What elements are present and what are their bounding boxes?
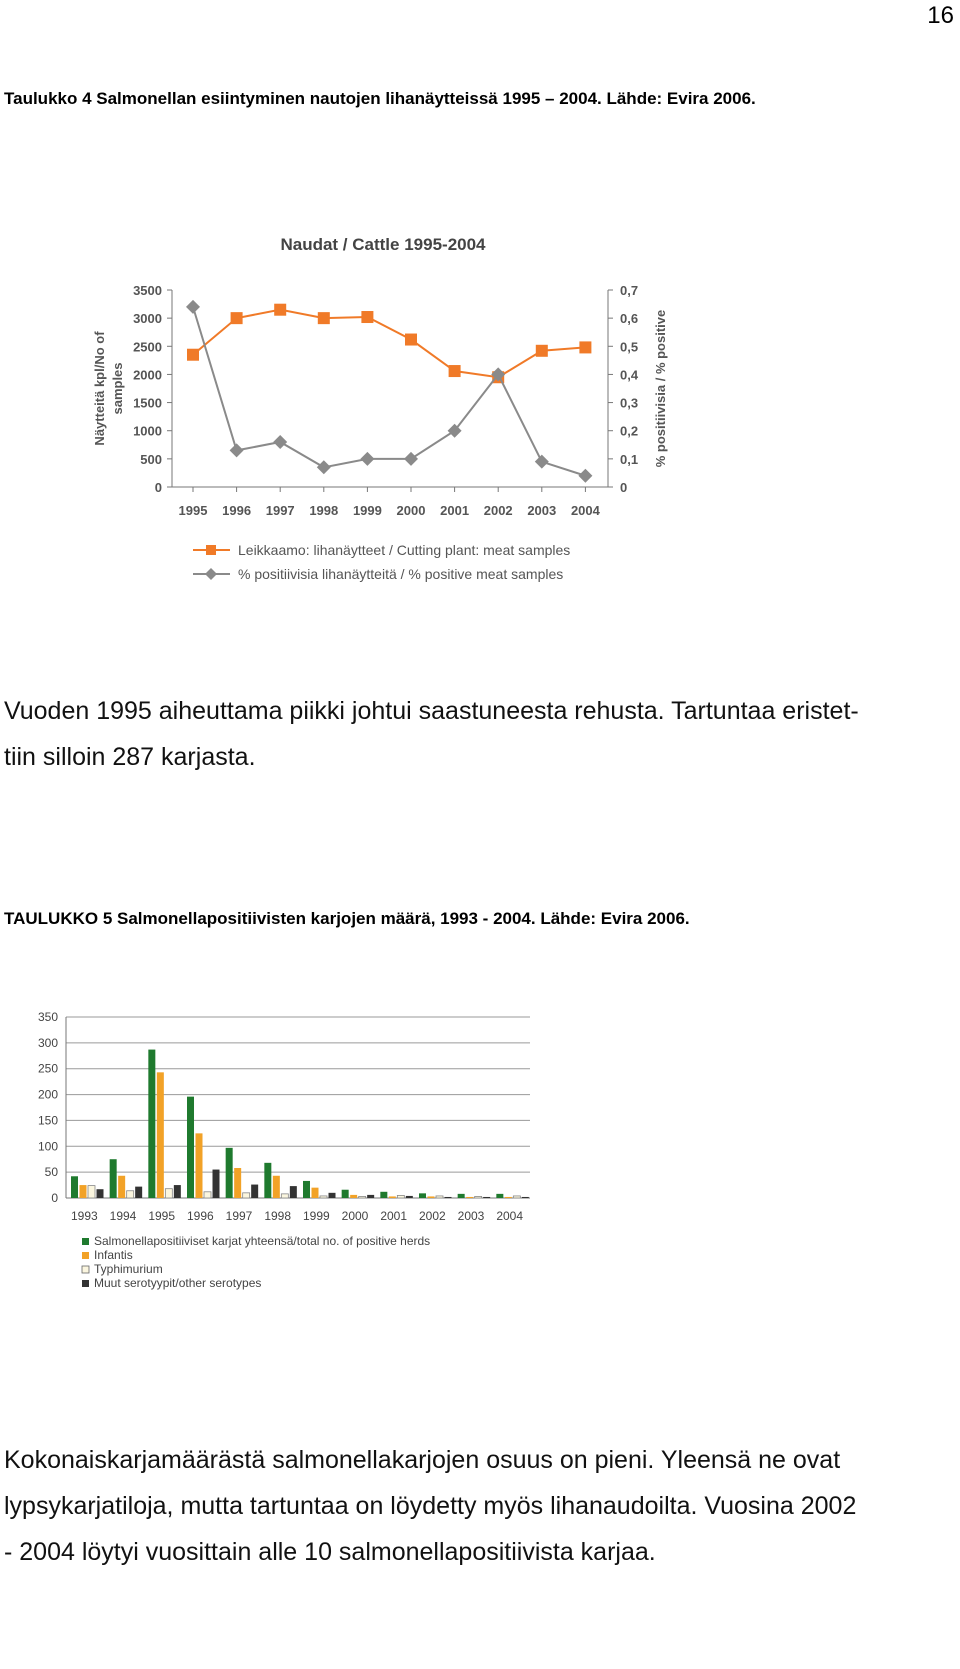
bar-2002-series-1	[419, 1193, 426, 1198]
cutting-plant-point	[318, 312, 330, 324]
positive-percent-point	[317, 460, 331, 474]
positive-percent-point	[186, 300, 200, 314]
left-tick-label: 500	[140, 451, 162, 467]
cutting-plant-point	[405, 334, 417, 346]
bar-2003-series-1	[458, 1194, 465, 1198]
legend-swatch-2	[82, 1252, 89, 1259]
right-tick-label: 0,3	[620, 395, 639, 411]
right-tick-label: 0,5	[620, 339, 639, 355]
right-tick-label: 0,4	[620, 367, 639, 383]
cutting-plant-point	[536, 345, 548, 357]
left-axis-title	[92, 331, 125, 446]
y-tick-label: 150	[37, 1113, 58, 1128]
y-tick-label: 300	[37, 1035, 58, 1050]
cutting-plant-point	[187, 349, 199, 361]
legend-label-3: Typhimurium	[94, 1262, 163, 1276]
paragraph-1	[4, 688, 944, 780]
bar-1998-series-3	[281, 1194, 288, 1198]
paragraph-2-line-3: - 2004 löytyi vuosittain alle 10 salmonellapositiivista karjaa.	[4, 1538, 656, 1566]
legend-label-2: % positiivisia lihanäytteitä / % positive meat samples	[238, 566, 564, 582]
positive-percent-point	[404, 452, 418, 466]
x-tick-label: 2000	[341, 1209, 369, 1223]
bar-1993-series-1	[71, 1176, 78, 1198]
bar-1998-series-1	[264, 1163, 271, 1198]
paragraph-2-line-1: Kokonaiskarjamäärästä salmonellakarjojen osuus on pieni. Yleensä ne ovat	[4, 1446, 841, 1474]
x-tick-label: 1995	[178, 503, 208, 518]
bar-1996-series-3	[204, 1192, 211, 1198]
series-line-2	[193, 307, 585, 476]
page-number: 16	[927, 2, 954, 29]
herds-bar-chart	[0, 1000, 960, 1340]
y-tick-label: 250	[37, 1061, 58, 1076]
cutting-plant-point	[449, 365, 461, 377]
bar-1999-series-1	[303, 1181, 310, 1198]
bar-2004-series-1	[496, 1194, 503, 1198]
left-tick-label: 1000	[133, 423, 162, 439]
paragraph-2-line-2: lypsykarjatiloja, mutta tartuntaa on löydetty myös lihanaudoilta. Vuosina 2002	[4, 1492, 857, 1520]
cutting-plant-point	[361, 311, 373, 323]
positive-percent-point	[578, 469, 592, 483]
bar-1994-series-1	[110, 1159, 117, 1198]
bar-1994-series-4	[135, 1187, 142, 1198]
x-tick-label: 2001	[440, 503, 470, 518]
right-tick-label: 0,2	[620, 423, 639, 439]
y-tick-label: 350	[37, 1010, 58, 1024]
bar-2003-series-4	[483, 1197, 490, 1198]
bar-1993-series-4	[97, 1189, 104, 1198]
chart-title: Naudat / Cattle 1995-2004	[280, 235, 486, 254]
bar-2004-series-3	[513, 1196, 520, 1198]
left-tick-label: 0	[154, 480, 162, 495]
bar-1996-series-1	[187, 1097, 194, 1198]
bar-1995-series-2	[157, 1072, 164, 1198]
table-5-caption: TAULUKKO 5 Salmonellapositiivisten karjojen määrä, 1993 - 2004. Lähde: Evira 2006.	[4, 909, 690, 928]
legend-label-2: Infantis	[94, 1248, 133, 1262]
x-tick-label: 1996	[222, 503, 252, 518]
x-tick-label: 2003	[457, 1209, 485, 1223]
bar-1994-series-2	[118, 1176, 125, 1198]
paragraph-1-line-1: Vuoden 1995 aiheuttama piikki johtui saastuneesta rehusta. Tartuntaa eristet-	[4, 697, 859, 725]
bar-1999-series-2	[312, 1188, 319, 1198]
x-tick-label: 2001	[380, 1209, 408, 1223]
bar-1996-series-4	[213, 1170, 220, 1198]
left-axis-title-line-2: samples	[110, 362, 125, 415]
x-tick-label: 1998	[309, 503, 339, 518]
bar-2002-series-3	[436, 1196, 443, 1198]
x-tick-label: 2002	[483, 503, 513, 518]
bar-1998-series-2	[273, 1176, 280, 1198]
y-tick-label: 200	[37, 1087, 58, 1102]
left-tick-label: 3000	[133, 311, 162, 327]
bar-1999-series-4	[329, 1193, 336, 1198]
y-tick-label: 0	[51, 1191, 58, 1205]
bar-1998-series-4	[290, 1186, 297, 1198]
bar-1995-series-1	[148, 1050, 155, 1198]
bar-2002-series-4	[445, 1197, 452, 1198]
positive-percent-point	[360, 452, 374, 466]
x-tick-label: 1995	[148, 1209, 176, 1223]
cutting-plant-point	[579, 341, 591, 353]
bar-2002-series-2	[428, 1196, 435, 1198]
left-axis-title-line-1: Näytteitä kpl/No of	[92, 331, 107, 446]
x-tick-label: 1993	[70, 1209, 98, 1223]
x-tick-label: 1998	[264, 1209, 292, 1223]
x-tick-label: 2002	[418, 1209, 446, 1223]
legend-square-marker	[206, 545, 216, 555]
right-tick-label: 0	[620, 480, 628, 495]
left-tick-label: 2500	[133, 339, 162, 355]
right-tick-label: 0,7	[620, 283, 639, 298]
cutting-plant-point	[231, 312, 243, 324]
bar-1997-series-1	[226, 1148, 233, 1198]
legend-swatch-3	[82, 1266, 89, 1273]
paragraph-2	[4, 1437, 944, 1575]
positive-percent-point	[230, 443, 244, 457]
y-tick-label: 100	[37, 1139, 58, 1154]
left-tick-label: 2000	[133, 367, 162, 383]
x-tick-label: 1996	[186, 1209, 214, 1223]
x-tick-label: 2004	[570, 503, 600, 518]
bar-1995-series-4	[174, 1185, 181, 1198]
bar-2003-series-2	[466, 1197, 473, 1198]
bar-1999-series-3	[320, 1196, 327, 1198]
y-tick-label: 50	[44, 1165, 58, 1180]
right-axis-title: % positiivisia / % positive	[653, 309, 668, 468]
x-tick-label: 1997	[265, 503, 295, 518]
positive-percent-point	[273, 435, 287, 449]
bar-2000-series-4	[367, 1195, 374, 1198]
cutting-plant-point	[274, 304, 286, 316]
bar-1997-series-3	[243, 1193, 250, 1198]
bar-1997-series-2	[234, 1168, 241, 1198]
legend-label-1: Leikkaamo: lihanäytteet / Cutting plant: meat samples	[238, 542, 571, 558]
bar-2003-series-3	[475, 1196, 482, 1198]
bar-2001-series-1	[380, 1192, 387, 1198]
legend-diamond-marker	[205, 568, 217, 580]
bar-2004-series-2	[505, 1197, 512, 1198]
bar-2001-series-2	[389, 1196, 396, 1198]
bar-1994-series-3	[127, 1191, 134, 1198]
bar-1993-series-2	[80, 1185, 87, 1198]
cattle-line-chart	[0, 215, 960, 635]
left-tick-label: 3500	[133, 283, 162, 298]
series-line-1	[193, 310, 585, 378]
bar-1993-series-3	[88, 1186, 95, 1198]
positive-percent-point	[535, 455, 549, 469]
legend-swatch-4	[82, 1280, 89, 1287]
bar-1995-series-3	[165, 1189, 172, 1198]
x-tick-label: 2000	[396, 503, 426, 518]
table-4-caption: Taulukko 4 Salmonellan esiintyminen nautojen lihanäytteissä 1995 – 2004. Lähde: Evira 2006.	[4, 89, 756, 108]
bar-2000-series-2	[350, 1195, 357, 1198]
x-tick-label: 2004	[496, 1209, 524, 1223]
x-tick-label: 1999	[352, 503, 382, 518]
x-tick-label: 1994	[109, 1209, 137, 1223]
bar-1996-series-2	[196, 1133, 203, 1198]
bar-2000-series-3	[359, 1196, 366, 1198]
right-tick-label: 0,6	[620, 311, 639, 327]
right-tick-label: 0,1	[620, 451, 639, 467]
x-tick-label: 2003	[527, 503, 557, 518]
bar-2001-series-3	[397, 1195, 404, 1198]
bar-2001-series-4	[406, 1196, 413, 1198]
left-tick-label: 1500	[133, 395, 162, 411]
legend-label-4: Muut serotyypit/other serotypes	[94, 1276, 262, 1290]
bar-2004-series-4	[522, 1197, 529, 1198]
legend-label-1: Salmonellapositiiviset karjat yhteensä/total no. of positive herds	[94, 1234, 431, 1248]
x-tick-label: 1999	[302, 1209, 330, 1223]
bar-1997-series-4	[251, 1185, 258, 1198]
legend-swatch-1	[82, 1238, 89, 1245]
paragraph-1-line-2: tiin silloin 287 karjasta.	[4, 743, 256, 771]
x-tick-label: 1997	[225, 1209, 253, 1223]
bar-2000-series-1	[342, 1190, 349, 1198]
